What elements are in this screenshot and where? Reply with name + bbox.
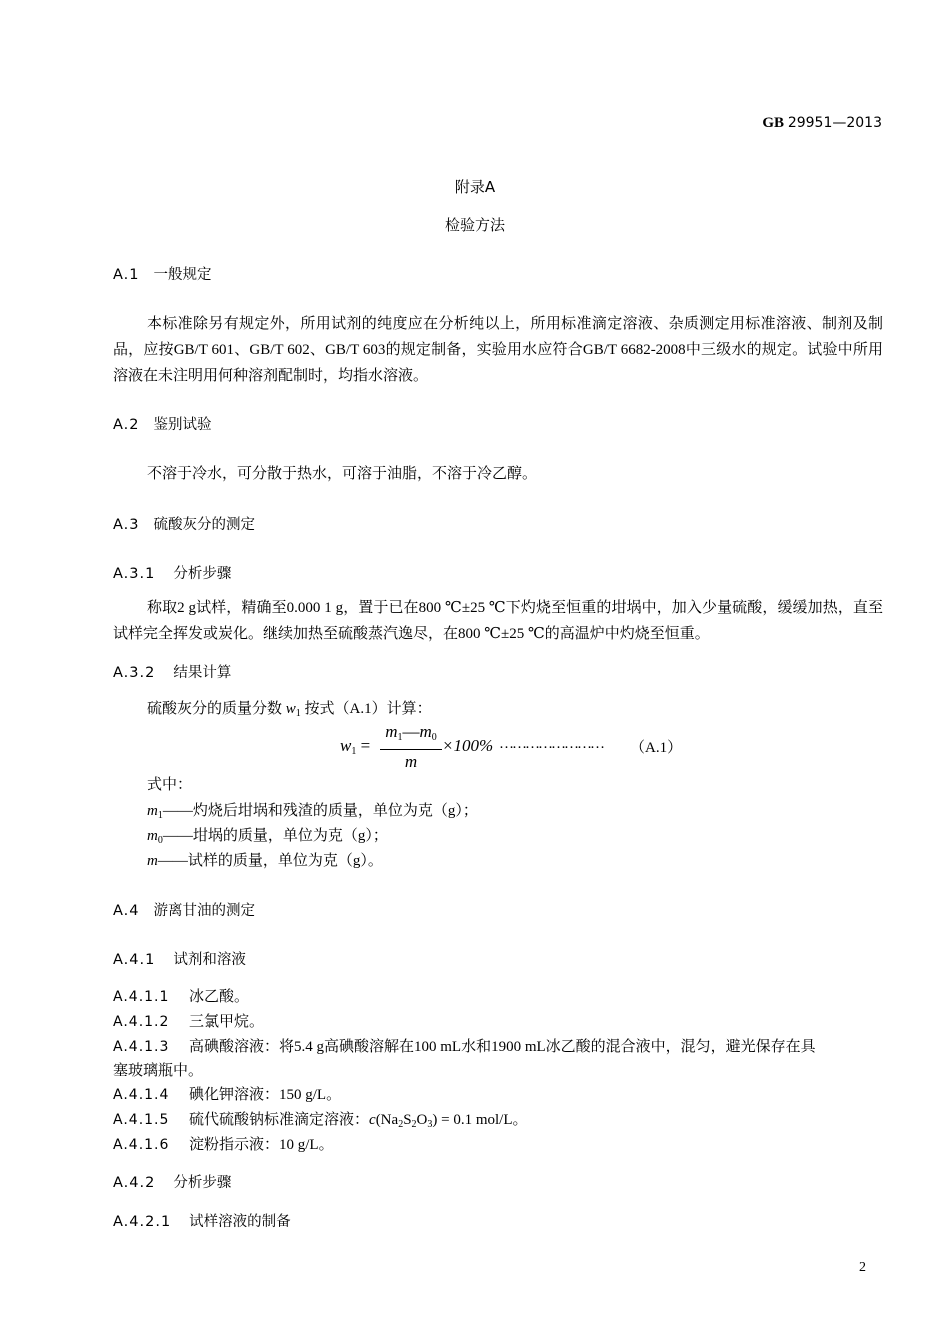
section-heading-a3: A.3 硫酸灰分的测定 [113, 517, 255, 533]
section-heading-a41: A.4.1 试剂和溶液 [113, 952, 246, 968]
variable-definition: $m_0——$坩埚的质量，单位为克（g）； [147, 828, 388, 846]
variable-definition: $m_1——$灼烧后坩埚和残渣的质量，单位为克（g）； [147, 803, 478, 821]
section-heading-a2: A.2 鉴别试验 [113, 417, 212, 433]
formula-where: 式中： [147, 777, 193, 793]
reagent-item: A.4.1.2 三氯甲烷。 [113, 1014, 265, 1030]
fraction-bar [380, 749, 442, 750]
reagent-item: A.4.1.3 高碘酸溶液：将5.4 g高碘酸溶解在100 mL水和1900 mL冰乙酸的混合液中，混匀，避光保存在具 [113, 1039, 816, 1055]
section-heading-a32: A.3.2 结果计算 [113, 665, 232, 681]
formula-numerator: $m_1—m_0$ [385, 722, 437, 743]
reagent-item: A.4.1.1 冰乙酸。 [113, 989, 250, 1005]
formula-multiplier: ×100% [442, 736, 494, 755]
section-a1-paragraph: 本标准除另有规定外，所用试剂的纯度应在分析纯以上，所用标准滴定溶液、杂质测定用标准溶液、制剂及制品，应按GB/T 601、GB/T 602、GB/T 603的规定制备，实验用水应符合GB/T 6682-2008中三级水的规定。试验中所用溶液在未注明用何种溶剂配制时，均指水溶液。 [113, 316, 883, 384]
section-heading-a42: A.4.2 分析步骤 [113, 1175, 232, 1191]
reagent-item: A.4.1.5 硫代硫酸钠标准滴定溶液：$c(Na_2S_2O_3) = 0.1$ mol/L。 [113, 1112, 528, 1130]
reagent-item: A.4.1.4 碘化钾溶液：150 g/L。 [113, 1087, 342, 1103]
formula-leader-dots: …………………… [499, 736, 603, 752]
section-a31-paragraph: 称取2 g试样，精确至0.000 1 g，置于已在800 ℃±25 ℃下灼烧至恒重的坩埚中，加入少量硫酸，缓缓加热，直至试样完全挥发或炭化。继续加热至硫酸蒸汽逸尽，在800 ℃±25 ℃的高温炉中灼烧至恒重。 [113, 600, 883, 642]
formula-label: （A.1） [630, 740, 683, 756]
section-heading-a421: A.4.2.1 试样溶液的制备 [113, 1214, 291, 1230]
section-heading-a1: A.1 一般规定 [113, 267, 212, 283]
variable-definition: m——试样的质量，单位为克（g）。 [147, 853, 383, 869]
appendix-label: 附录A [454, 178, 496, 196]
section-heading-a4: A.4 游离甘油的测定 [113, 903, 255, 919]
formula-denominator: m [404, 752, 418, 771]
standard-number-header: GB 29951—2013 [762, 115, 882, 131]
reagent-item: A.4.1.6 淀粉指示液：10 g/L。 [113, 1137, 334, 1153]
reagent-item-continuation: 塞玻璃瓶中。 [113, 1063, 204, 1079]
section-a2-paragraph: 不溶于冷水，可分散于热水，可溶于油脂，不溶于冷乙醇。 [147, 466, 538, 482]
section-heading-a31: A.3.1 分析步骤 [113, 566, 232, 582]
formula-intro: 硫酸灰分的质量分数 $w_1$ 按式（A.1）计算： [147, 701, 432, 719]
appendix-title: 检验方法 [444, 216, 505, 234]
page-number: 2 [859, 1260, 866, 1275]
formula-lhs: $w_1$ = [340, 736, 371, 757]
